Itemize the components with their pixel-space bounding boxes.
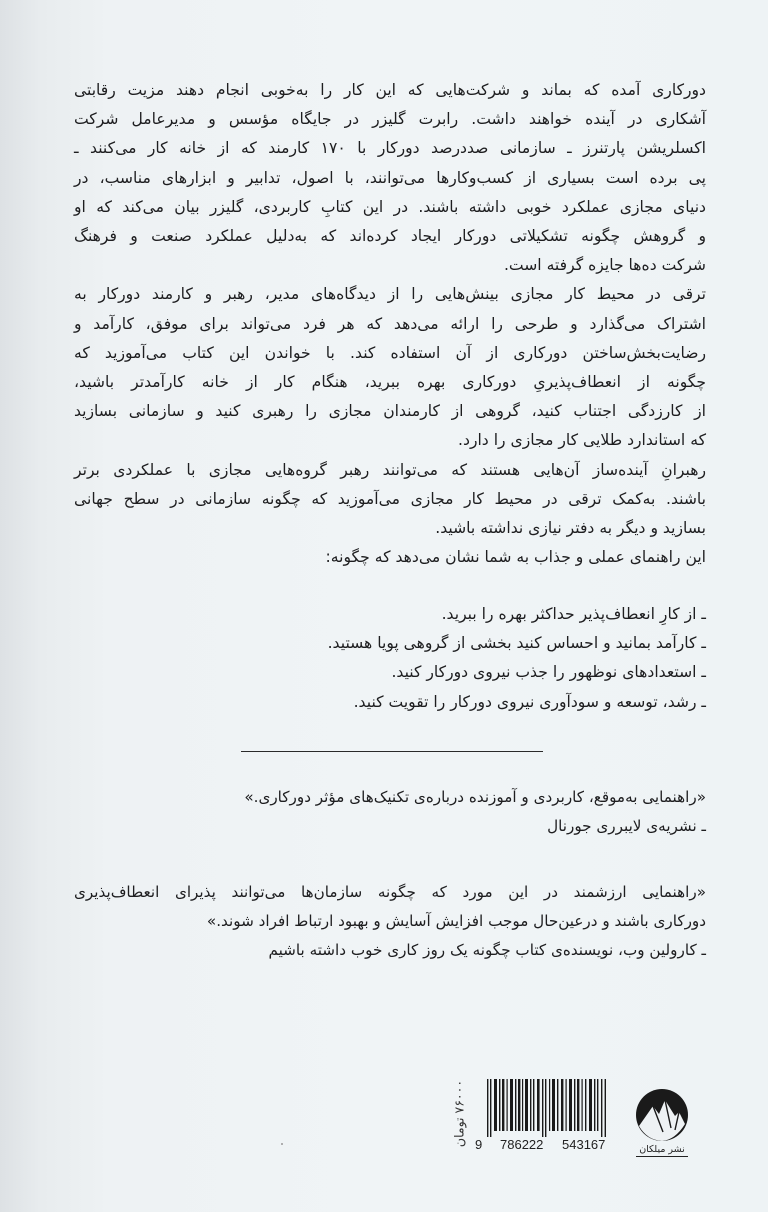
text-line: باشند. به‌کمک ترقی در محیط کار مجازی می‌آموزید که چگونه سازمانی در سطح جهانی bbox=[74, 489, 706, 508]
text-line: شرکت ده‌ها جایزه گرفته است. bbox=[503, 256, 706, 275]
list-item: ـ کارآمد بمانید و احساس کنید بخشی از گروهی پویا هستید. bbox=[327, 634, 706, 653]
text-line: پی برده است بسیاری از کسب‌وکارها می‌توانند، با اصول، تدابیر و ابزارهای مناسب، در bbox=[74, 168, 706, 187]
text-line: و گروهش چگونه تشکیلاتی دورکار ایجاد کرده‌اند که به‌دلیل عملکرد صنعت و فرهنگ bbox=[74, 227, 706, 246]
text-line: این راهنمای عملی و جذاب به شما نشان می‌دهد که چگونه: bbox=[325, 548, 706, 567]
isbn-group-2: 543167 bbox=[562, 1137, 606, 1152]
list-item: ـ استعدادهای نوظهور را جذب نیروی دورکار کنید. bbox=[391, 663, 706, 682]
mountain-circle-icon bbox=[635, 1088, 689, 1142]
isbn-group-1: 786222 bbox=[500, 1137, 544, 1152]
endorsement-library-journal bbox=[244, 783, 706, 841]
endorsement-source: ـ نشریه‌ی لایبرری جورنال bbox=[547, 817, 706, 835]
divider bbox=[241, 751, 543, 752]
benefits-list bbox=[328, 600, 706, 717]
endorsement-quote: «راهنمایی به‌موقع، کاربردی و آموزنده درباره‌ی تکنیک‌های مؤثر دورکاری.» bbox=[244, 788, 706, 806]
paragraph-leaders bbox=[74, 456, 706, 544]
list-item: ـ از کارِ انعطاف‌پذیر حداکثر بهره را ببرید. bbox=[441, 605, 706, 623]
text-line: چگونه از انعطاف‌پذیریِ دورکاری بهره ببرید، هنگام کار از خانه کارآمدتر باشید، bbox=[74, 373, 706, 392]
paper-speck bbox=[281, 1143, 283, 1145]
barcode-icon bbox=[487, 1079, 607, 1137]
paragraph-intro bbox=[74, 76, 706, 280]
text-line: رهبرانِ آینده‌ساز آن‌هایی هستند که می‌توانند رهبر گروه‌هایی مجازی با عملکردی برتر bbox=[74, 460, 706, 479]
price-text: ۷۶۰۰۰ تومان bbox=[451, 1079, 467, 1148]
text-line: آشکاری در آینده خواهند داشت. رابرت گلیزر در جایگاه مؤسس و مدیرعامل شرکت bbox=[74, 110, 706, 129]
text-line: بسازید و دیگر به دفتر نیازی نداشته باشید. bbox=[435, 519, 706, 538]
endorsement-source: ـ کارولین وب، نویسنده‌ی کتاب چگونه یک روز کاری خوب داشته باشیم bbox=[268, 941, 706, 959]
list-item: ـ رشد، توسعه و سودآوری نیروی دورکار را تقویت کنید. bbox=[353, 692, 706, 711]
publisher-name: نشر میلکان bbox=[636, 1143, 688, 1157]
description-body bbox=[74, 76, 706, 572]
isbn-lead-digit: 9 bbox=[475, 1137, 483, 1152]
paragraph-book-summary bbox=[74, 280, 706, 455]
text-line: از کارزدگی اجتناب کنید، گروهی از کارمندان مجازی را رهبری کنید و سازمانی بسازید bbox=[74, 402, 706, 421]
text-line: که استاندارد طلایی کار مجازی را دارد. bbox=[458, 431, 706, 450]
text-line: دنیای مجازی عملکرد خوبی داشته باشند. در این کتابِ کاربردی، گلیزر بیان می‌کند که او bbox=[74, 197, 706, 216]
price-label bbox=[447, 1078, 469, 1158]
endorsement-caroline-webb bbox=[74, 878, 706, 965]
paragraph-guide-intro bbox=[74, 543, 706, 572]
text-line: دورکاری آمده که بماند و شرکت‌هایی که این کار را به‌خوبی انجام دهند مزیت رقابتی bbox=[74, 81, 706, 99]
text-line: ترقی در محیط کار مجازی بینش‌هایی را از دیدگاه‌های مدیر، رهبر و کارمند دورکار به bbox=[74, 285, 706, 304]
text-line: اشتراک می‌گذارد و طرحی را ارائه می‌دهد که هر فرد می‌تواند برای موفق، کارآمد و bbox=[74, 314, 706, 333]
text-line: اکسلریشن پارتنرز ـ سازمانی صددرصد دورکار با ۱۷۰ کارمند که از خانه کار می‌کنند ـ bbox=[74, 139, 706, 158]
text-line: رضایت‌بخش‌ساختن دورکاری از آن استفاده کند. با خواندن این کتاب می‌آموزید که bbox=[74, 343, 706, 362]
endorsement-quote: «راهنمایی ارزشمند در این مورد که چگونه سازمان‌ها می‌توانند پذیرای انعطاف‌پذیری bbox=[74, 883, 706, 901]
endorsement-quote: دورکاری باشند و درعین‌حال موجب افزایش آسایش و بهبود ارتباط افراد شوند.» bbox=[206, 912, 706, 930]
